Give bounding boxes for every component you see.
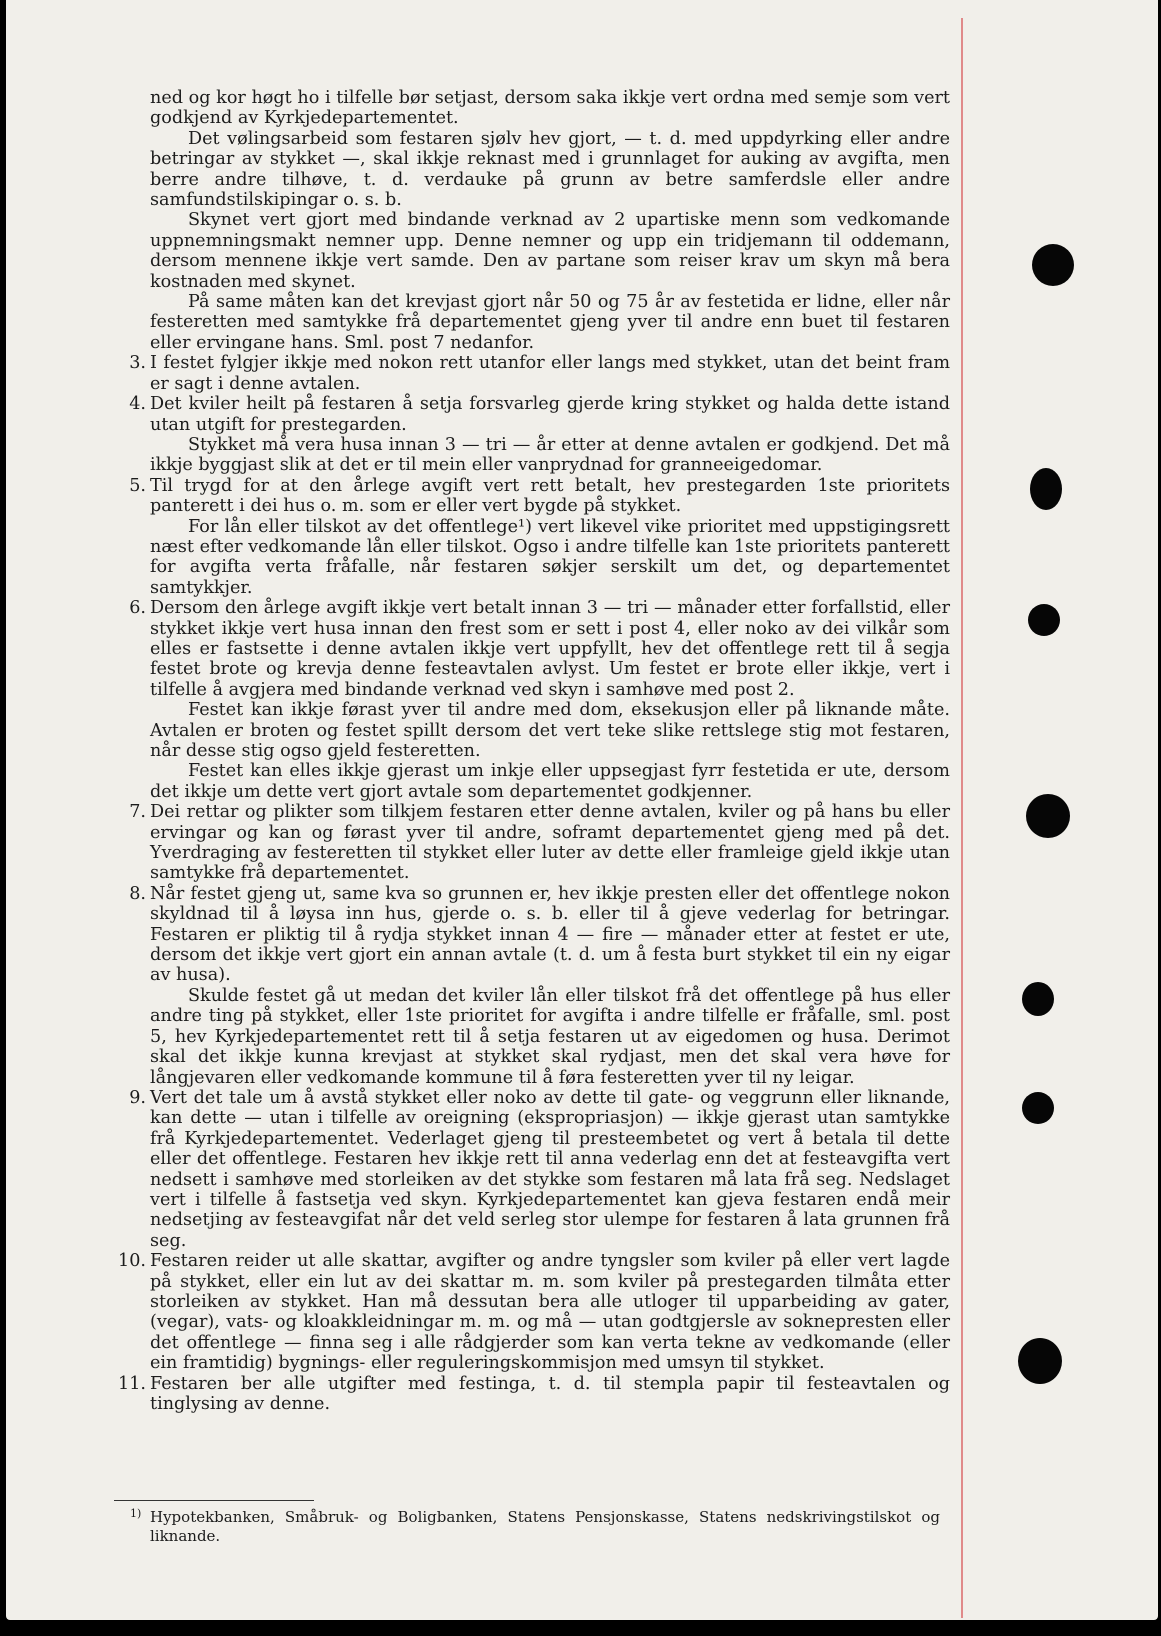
item-number: 6. xyxy=(129,598,146,619)
footnote-marker: 1) xyxy=(130,1507,142,1520)
paragraph xyxy=(112,129,950,211)
numbered-item xyxy=(112,353,950,394)
paragraph-text: Det kviler heilt på festaren å setja forsvarleg gjerde kring stykket og halda dette istand utan utgift for prestegarden. xyxy=(150,394,950,435)
numbered-item xyxy=(112,598,950,700)
punch-hole xyxy=(1032,244,1074,286)
punch-hole xyxy=(1018,1338,1062,1384)
numbered-item xyxy=(112,476,950,517)
item-number: 10. xyxy=(118,1251,146,1272)
paragraph-text: Til trygd for at den årlege avgift vert rett betalt, hev prestegarden 1ste prioritets panterett i dei hus o. m. som er eller vert bygde på stykket. xyxy=(150,475,950,517)
footnote-rule xyxy=(114,1500,314,1501)
margin-rule xyxy=(961,18,963,1618)
paragraph xyxy=(112,210,950,292)
item-number: 4. xyxy=(129,394,146,415)
paragraph xyxy=(112,435,950,476)
paragraph-text: Festet kan ikkje førast yver til andre med dom, eksekusjon eller på liknande måte. Avtalen er broten og festet spillt dersom det vert teke slike rettslege stig mot festaren, når desse stig ogso gjeld festeretten. xyxy=(150,700,950,761)
footnote-text: Hypotekbanken, Småbruk- og Boligbanken, Statens Pensjonskasse, Statens nedskrivingstilskot og liknande. xyxy=(150,1508,940,1545)
numbered-item xyxy=(112,802,950,884)
numbered-item xyxy=(112,884,950,986)
numbered-item xyxy=(112,1088,950,1251)
paragraph-text: I festet fylgjer ikkje med nokon rett utanfor eller langs med stykket, utan det beint fram er sagt i denne avtalen. xyxy=(150,353,950,394)
numbered-item xyxy=(112,394,950,435)
punch-hole xyxy=(1028,604,1060,636)
paragraph xyxy=(112,986,950,1088)
item-number: 9. xyxy=(129,1087,146,1108)
punch-hole xyxy=(1022,982,1054,1016)
paragraph-text: Stykket må vera husa innan 3 — tri — år etter at denne avtalen er godkjend. Det må ikkje byggjast slik at det er til mein eller vanprydnad for granneeigedomar. xyxy=(150,434,950,476)
paragraph-text: Vert det tale um å avstå stykket eller noko av dette til gate- og veggrunn eller liknande, kan dette — utan i tilfelle av oreigning (ekspropriasjon) — ikkje gjerast utan samtykke frå Kyrkjedepartementet. Vederlaget gjeng til presteembetet og vert å betala til dette eller det offentlege. Festaren hev ikkje rett til anna vederlag enn det at festeavgifta vert nedsett i samhøve med storleiken av det stykke som festaren må lata frå seg. Nedslaget vert i tilfelle å fastsetja ved skyn. Kyrkjedepartementet kan gjeva festaren endå meir nedsetjing av festeavgifat når det veld serleg stor ulempe for festaren å lata grunnen frå seg. xyxy=(150,1087,950,1251)
numbered-item xyxy=(112,1374,950,1415)
paragraph xyxy=(112,700,950,761)
footnote xyxy=(130,1507,940,1546)
paragraph-text: Dersom den årlege avgift ikkje vert betalt innan 3 — tri — månader etter forfallstid, eller stykket ikkje vert husa innan den frest som er sett i post 4, eller noko av dei vilkår som elles er fastsette i denne avtalen ikkje vert uppfyllt, hev det offentlege rett til å segja festet brote og krevja denne festeavtalen avlyst. Um festet er brote eller ikkje, vert i tilfelle å avgjera med bindande verknad ved skyn i samhøve med post 2. xyxy=(150,598,950,700)
item-number: 11. xyxy=(118,1373,146,1394)
paragraph-text: Det vølingsarbeid som festaren sjølv hev gjort, — t. d. med uppdyrking eller andre betringar av stykket —, skal ikkje reknast med i grunnlaget for auking av avgifta, men berre andre tilhøve, t. d. verdauke på grunn av betre samferdsle eller andre samfundstilskipingar o. s. b. xyxy=(150,128,950,211)
punch-hole xyxy=(1022,1092,1054,1124)
paragraph-text: På same måten kan det krevjast gjort når 50 og 75 år av festetida er lidne, eller når festeretten med samtykke frå departementet gjeng yver til andre enn buet til festaren eller ervingane hans. Sml. post 7 nedanfor. xyxy=(150,292,950,353)
paragraph xyxy=(112,761,950,802)
paragraph-text: Festaren ber alle utgifter med festinga, t. d. til stempla papir til festeavtalen og tinglysing av denne. xyxy=(150,1373,950,1414)
paragraph-text: Dei rettar og plikter som tilkjem festaren etter denne avtalen, kviler og på hans bu eller ervingar og kan og førast yver til andre, soframt departementet gjeng med på det. Yverdraging av festeretten til stykket eller luter av dette eller framleige gjeld ikkje utan samtykke frå departementet. xyxy=(150,802,950,884)
punch-hole xyxy=(1026,794,1070,838)
item-number: 7. xyxy=(129,802,146,823)
numbered-item xyxy=(112,1251,950,1373)
paragraph-text: For lån eller tilskot av det offentlege¹) vert likevel vike prioritet med uppstigingsrett næst efter vedkomande lån eller tilskot. Ogso i andre tilfelle kan 1ste prioritets panterett for avgifta verta fråfalle, når festaren søkjer serskilt um det, og departementet samtykkjer. xyxy=(150,516,950,598)
paragraph-text: ned og kor høgt ho i tilfelle bør setjast, dersom saka ikkje vert ordna med semje som vert godkjend av Kyrkjedepartementet. xyxy=(150,88,950,129)
paragraph-text: Når festet gjeng ut, same kva so grunnen er, hev ikkje presten eller det offentlege nokon skyldnad til å løysa inn hus, gjerde o. s. b. eller til å gjeve vederlag for betringar. Festaren er pliktig til å rydja stykket innan 4 — fire — månader etter at festet er ute, dersom det ikkje vert gjort ein annan avtale (t. d. um å festa burt stykket til ein ny eigar av husa). xyxy=(150,883,950,986)
paragraph-text: Skynet vert gjort med bindande verknad av 2 upartiske menn som vedkomande uppnemningsmakt nemner upp. Denne nemner og upp ein tridjemann til oddemann, dersom mennene ikkje vert samde. Den av partane som reiser krav um skyn må bera kostnaden med skynet. xyxy=(150,210,950,292)
item-number: 8. xyxy=(129,883,146,904)
item-number: 3. xyxy=(129,353,146,374)
punch-hole xyxy=(1030,468,1062,510)
paragraph xyxy=(112,517,950,599)
item-number: 5. xyxy=(129,475,146,496)
paragraph-text: Festaren reider ut alle skattar, avgifter og andre tyngsler som kviler på eller vert lagde på stykket, eller ein lut av dei skattar m. m. som kviler på prestegarden tilmåta etter storleiken av stykket. Han må dessutan bera alle utloger til upparbeiding av gater, (vegar), vats- og kloakkleidningar m. m. og må — utan godtgjersle av soknepresten eller det offentlege — finna seg i alle rådgjerder som kan verta tekne av vedkomande (eller ein framtidig) bygnings- eller reguleringskommisjon med umsyn til stykket. xyxy=(150,1251,950,1374)
paragraph-text: Skulde festet gå ut medan det kviler lån eller tilskot frå det offentlege på hus eller andre ting på stykket, eller 1ste prioritet for avgifta i andre tilfelle er fråfalle, sml. post 5, hev Kyrkjedepartementet rett til å setja festaren ut av eigedomen og husa. Derimot skal det ikkje kunna krevjast at stykket skal rydjast, men det skal vera høve for långjevaren eller vedkomande kommune til å føra festeretten yver til ny leigar. xyxy=(150,985,950,1088)
paragraph xyxy=(112,88,950,129)
document-body xyxy=(112,88,950,1414)
paragraph-text: Festet kan elles ikkje gjerast um inkje eller uppsegjast fyrr festetida er ute, dersom det ikkje um dette vert gjort avtale som departementet godkjenner. xyxy=(150,761,950,802)
paragraph xyxy=(112,292,950,353)
